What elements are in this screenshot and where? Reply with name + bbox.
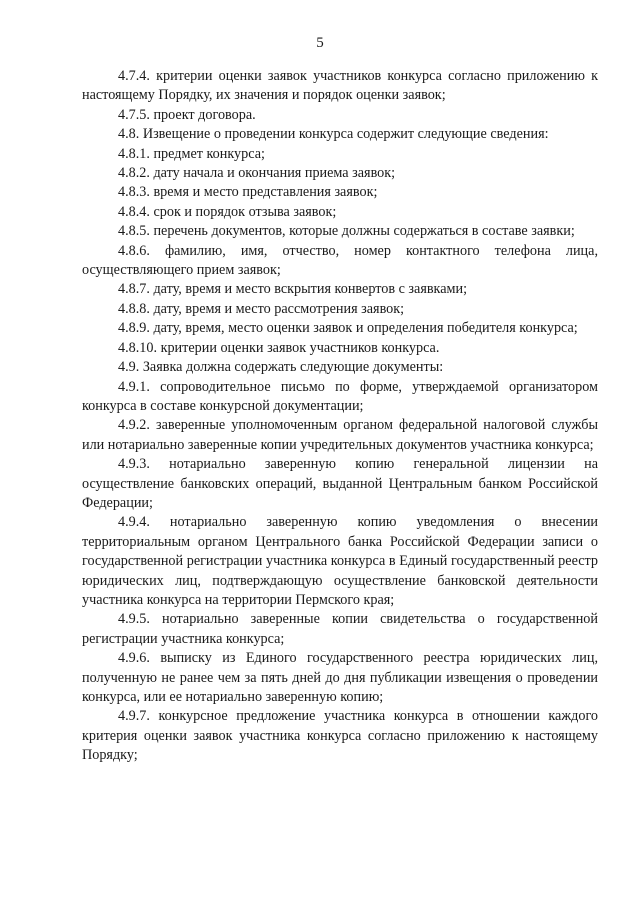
paragraph: 4.8.1. предмет конкурса; xyxy=(118,145,265,162)
paragraph: 4.9.5. нотариально заверенные копии свидетельства о государственной регистрации участника конкурса; xyxy=(82,611,598,647)
paragraph: 4.7.5. проект договора. xyxy=(118,106,256,123)
paragraph: 4.9.2. заверенные уполномоченным органом федеральной налоговой службы или нотариально заверенные копии учредительных документов участника конкурса; xyxy=(82,417,598,453)
paragraph: 4.9.4. нотариально заверенную копию уведомления о внесении территориальным органом Центрального банка Российской Федерации записи о государственной регистрации участника конкурса в Единый государственный реестр юридических лиц, подтверждающую осуществление банковской деятельности участника конкурса на территории Пермского края; xyxy=(82,514,598,608)
paragraph: 4.8.9. дату, время, место оценки заявок и определения победителя конкурса; xyxy=(118,320,578,337)
paragraph: 4.8.4. срок и порядок отзыва заявок; xyxy=(118,203,337,220)
paragraph: 4.8.6. фамилию, имя, отчество, номер контактного телефона лица, осуществляющего прием заявок; xyxy=(82,242,598,279)
paragraph: 4.9. Заявка должна содержать следующие документы: xyxy=(118,359,444,376)
paragraph: 4.8.3. время и место представления заявок; xyxy=(118,184,378,201)
paragraph: 4.8.2. дату начала и окончания приема заявок; xyxy=(118,165,396,182)
paragraph: 4.9.6. выписку из Единого государственного реестра юридических лиц, полученную не ранее чем за пять дней до дня публикации извещения о проведении конкурса, или ее нотариально заверенную копию; xyxy=(82,650,598,705)
page-number: 5 xyxy=(316,35,324,51)
paragraph: 4.8.8. дату, время и место рассмотрения заявок; xyxy=(118,300,405,317)
paragraph: 4.9.7. конкурсное предложение участника конкурса в отношении каждого критерия оценки заявок участника конкурса согласно приложению к настоящему Порядку; xyxy=(82,708,598,764)
paragraph: 4.9.1. сопроводительное письмо по форме, утверждаемой организатором конкурса в составе конкурсной документации; xyxy=(82,378,598,414)
paragraph: 4.8.7. дату, время и место вскрытия конвертов с заявками; xyxy=(118,281,468,298)
document-body xyxy=(82,67,598,766)
paragraph: 4.8.5. перечень документов, которые должны содержаться в составе заявки; xyxy=(118,223,575,240)
paragraph: 4.8.10. критерии оценки заявок участников конкурса. xyxy=(118,339,440,356)
paragraph: 4.7.4. критерии оценки заявок участников конкурса согласно приложению к настоящему Порядку, их значения и порядок оценки заявок; xyxy=(82,68,598,104)
paragraph: 4.9.3. нотариально заверенную копию генеральной лицензии на осуществление банковских операций, выданной Центральным банком Российской Федерации; xyxy=(82,456,598,511)
paragraph: 4.8. Извещение о проведении конкурса содержит следующие сведения: xyxy=(118,126,549,143)
